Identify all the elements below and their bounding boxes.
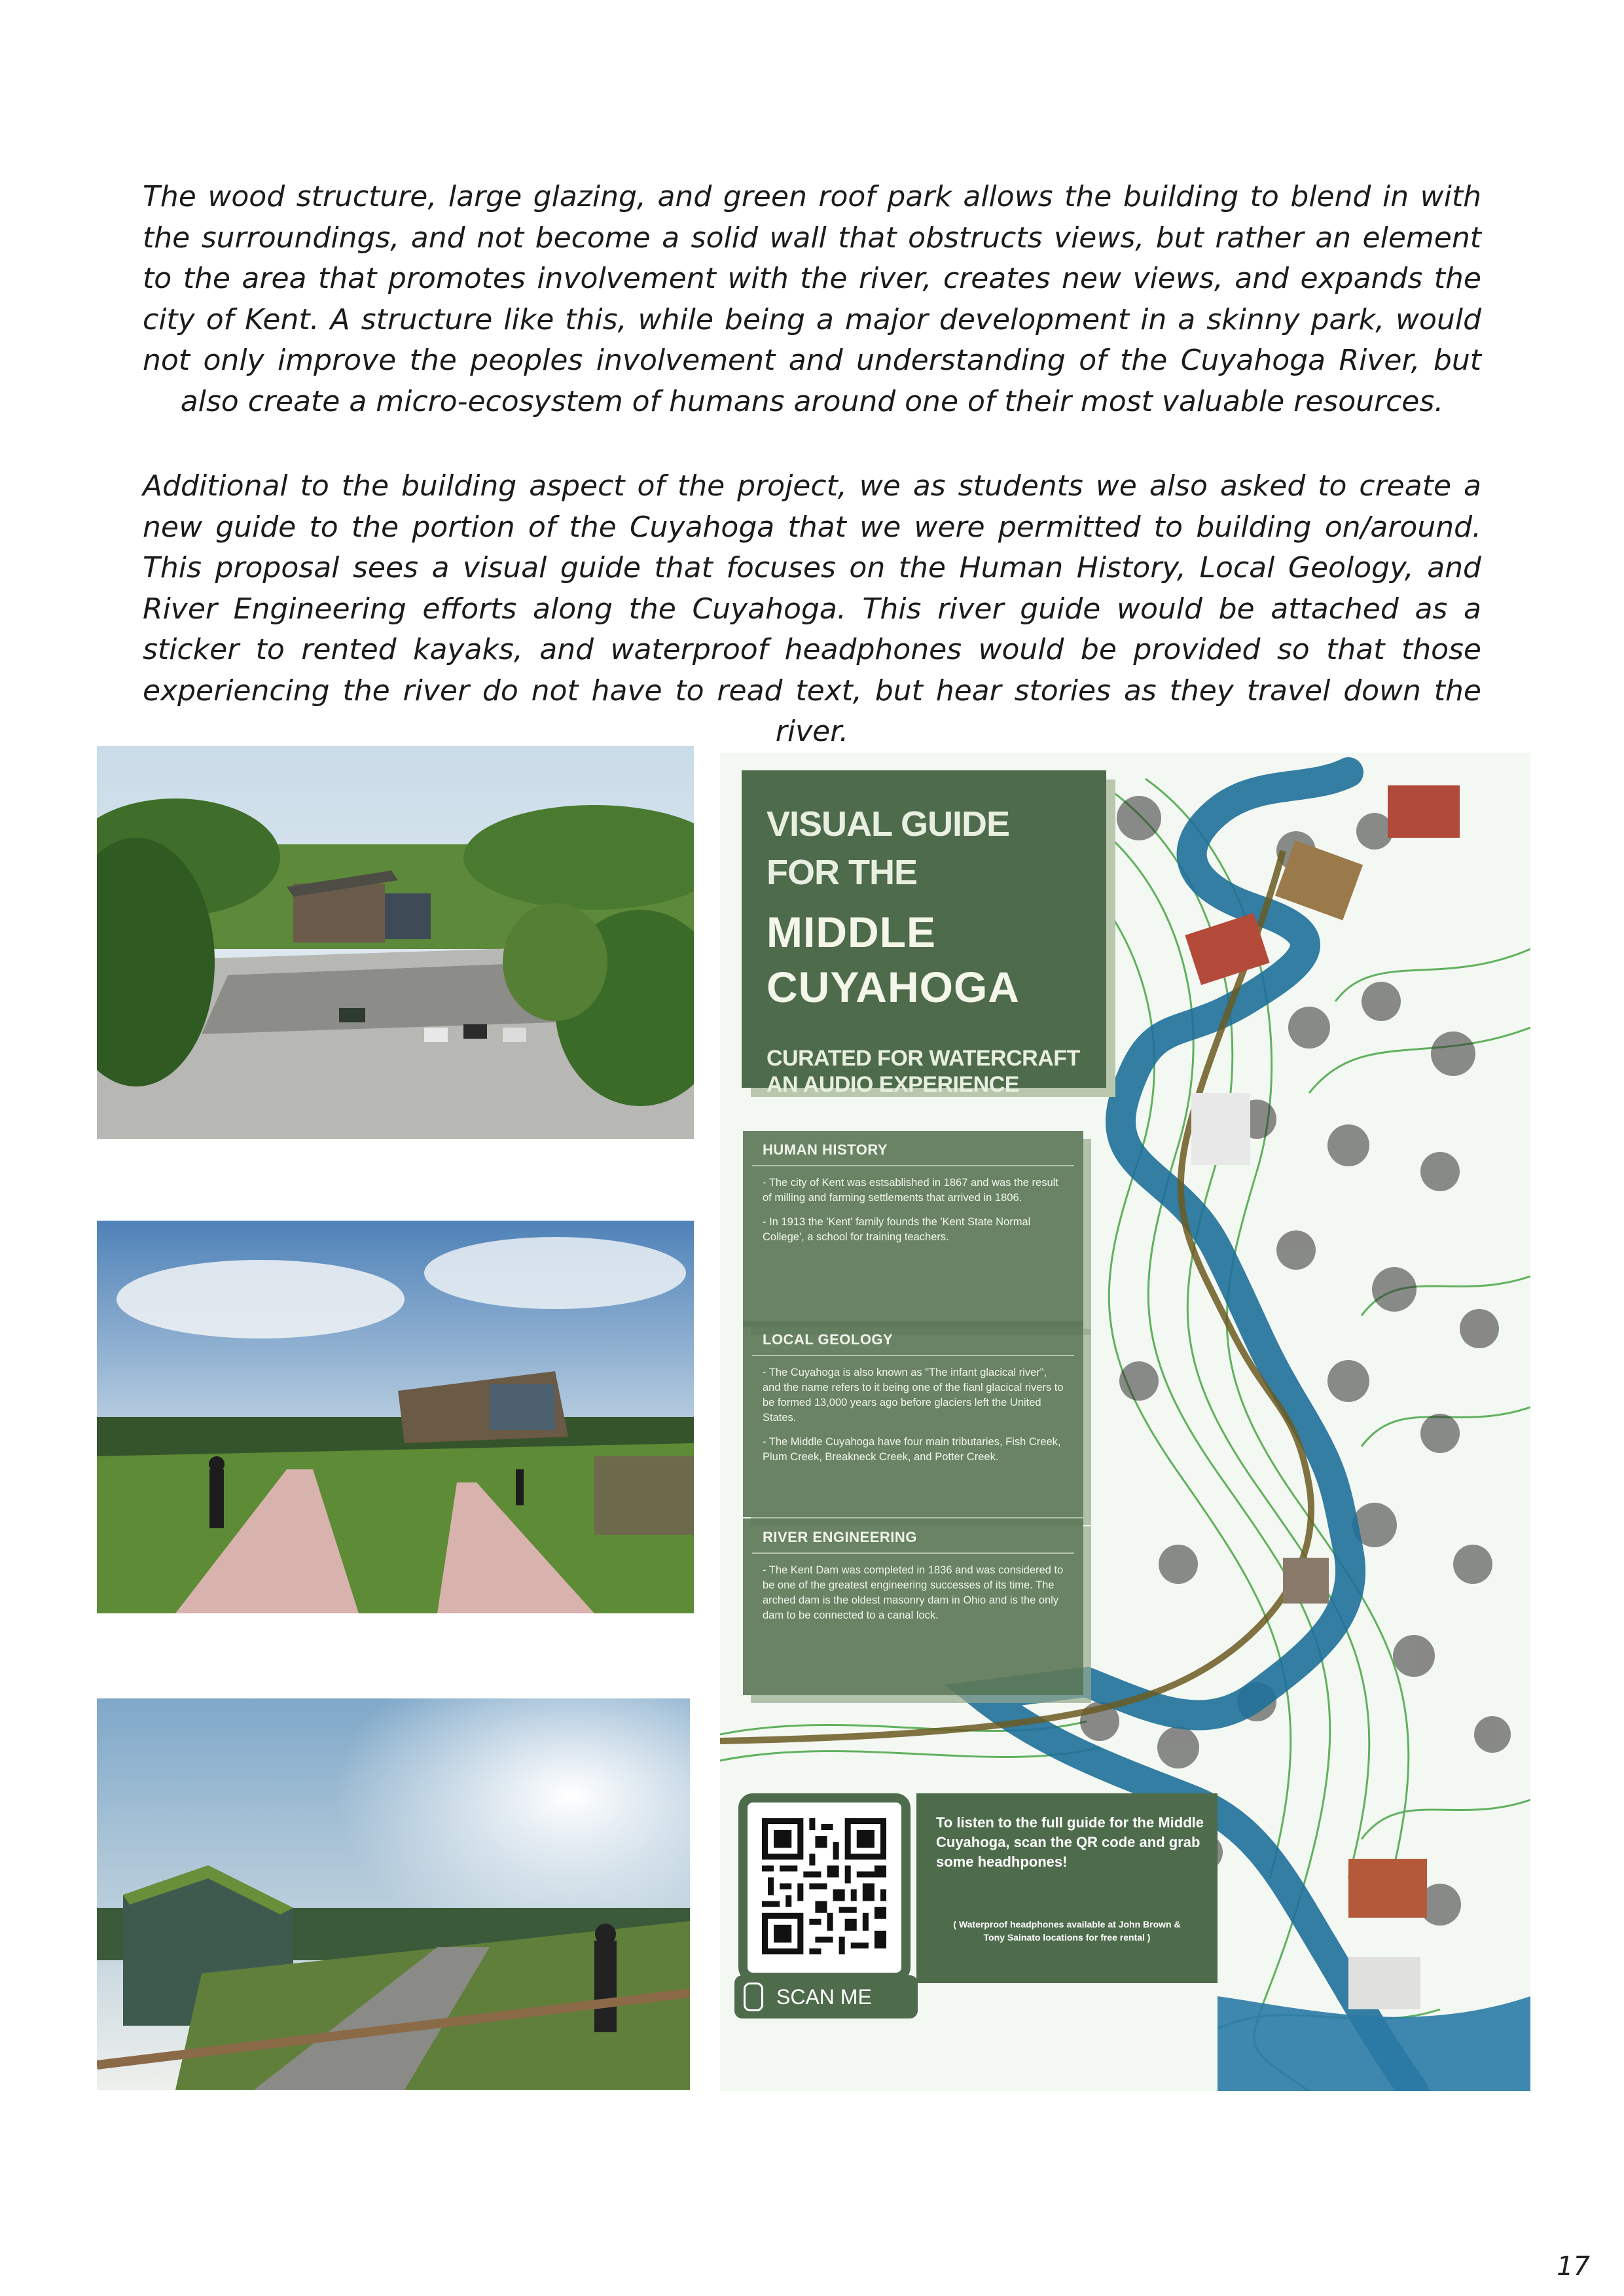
listen-instructions-text: To listen to the full guide for the Middle Cuyahoga, scan the QR code and grab some headhpones! bbox=[936, 1814, 1204, 1870]
river-engineering-heading: RIVER ENGINEERING bbox=[763, 1529, 917, 1545]
guide-title-line2: FOR THE bbox=[767, 853, 917, 892]
guide-title-panel bbox=[742, 770, 1106, 1097]
river-engineering-item-1: - The Kent Dam was completed in 1836 and was considered to be one of the greatest engineering successes of its time. The arched dam is the oldest masonry dam in Ohio and is the only dam to be connected to a canal lock. bbox=[763, 1564, 1064, 1621]
human-history-item-1: - The city of Kent was estsablished in 1867 and was the result of milling and farming settlements that arrived in 1806. bbox=[763, 1177, 1058, 1204]
qr-code-frame[interactable] bbox=[738, 1793, 911, 1982]
qr-code-icon bbox=[762, 1817, 886, 1956]
human-history-heading: HUMAN HISTORY bbox=[763, 1141, 888, 1158]
scan-me-label: SCAN ME bbox=[776, 1985, 872, 2009]
local-geology-item-2: - The Middle Cuyahoga have four main tributaries, Fish Creek, Plum Creek, Breakneck Creek, and Potter Creek. bbox=[763, 1436, 1061, 1463]
render-walkway-view bbox=[97, 1221, 694, 1613]
local-geology-item-1: - The Cuyahoga is also known as "The infant glacical river", and the name refers to it being one of the fianl glacical rivers to be formed 13,000 years ago before glaciers left the United States. bbox=[763, 1367, 1064, 1424]
local-geology-heading: LOCAL GEOLOGY bbox=[763, 1331, 893, 1348]
description-paragraph-1: The wood structure, large glazing, and green roof park allows the building to blend in with the surroundings, and not become a solid wall that obstructs views, but rather an element to the area that promotes involvement with the river, creates new views, and expands the city of Kent. A structure like this, while being a major development in a skinny park, would not only improve the peoples involvement and understanding of the Cuyahoga River, but also create a micro-ecosystem of humans around one of their most valuable resources. bbox=[143, 180, 1481, 418]
scan-me-button[interactable] bbox=[734, 1975, 918, 2018]
headphones-note: ( Waterproof headphones available at John Brown & Tony Sainato locations for free rental ) bbox=[953, 1919, 1181, 1943]
human-history-panel bbox=[743, 1131, 1083, 1327]
human-history-item-2: - In 1913 the 'Kent' family founds the 'Kent State Normal College', a school for training teachers. bbox=[763, 1216, 1031, 1243]
description-paragraph-2: Additional to the building aspect of the project, we as students we also asked to create a new guide to the portion of the Cuyahoga that we were permitted to building on/around. This proposal sees a visual guide that focuses on the Human History, Local Geology, and River Engineering efforts along the Cuyahoga. This river guide would be attached as a sticker to rented kayaks, and waterproof headphones would be provided so that those experiencing the river do not have to read text, but hear stories as they travel down the river. bbox=[143, 469, 1481, 748]
guide-subtitle-line1: CURATED FOR WATERCRAFT bbox=[767, 1046, 1080, 1071]
page-number: 17 bbox=[1557, 2251, 1590, 2282]
render-green-roof-walkway bbox=[97, 1698, 690, 2090]
guide-title-line3: MIDDLE bbox=[767, 908, 936, 956]
phone-icon bbox=[744, 1982, 763, 2011]
guide-title-line1: VISUAL GUIDE bbox=[767, 804, 1010, 844]
render-aerial-parking bbox=[97, 746, 694, 1139]
guide-subtitle-line2: AN AUDIO EXPERIENCE bbox=[767, 1072, 1019, 1097]
river-guide-poster bbox=[720, 753, 1530, 2091]
listen-instructions-panel bbox=[916, 1793, 1218, 1983]
local-geology-panel bbox=[743, 1321, 1083, 1517]
river-engineering-panel bbox=[743, 1518, 1083, 1695]
guide-title-line4: CUYAHOGA bbox=[767, 963, 1020, 1011]
